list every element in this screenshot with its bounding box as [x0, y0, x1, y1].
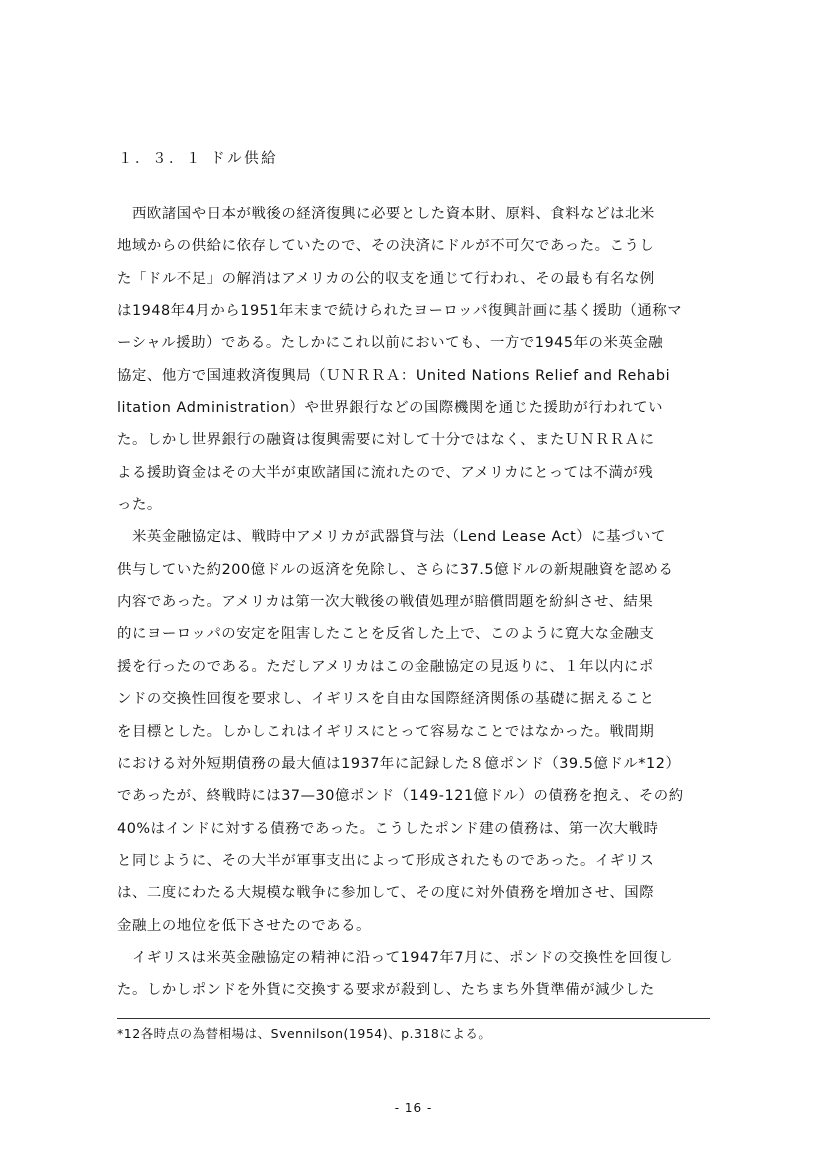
footnote: *12各時点の為替相場は、Svennilson(1954)、p.318による。 — [117, 1026, 492, 1041]
text-line: よる援助資金はその大半が東欧諸国に流れたので、アメリカにとっては不満が残 — [117, 464, 654, 481]
text-line: は、二度にわたる大規模な戦争に参加して、その度に対外債務を増加させ、国際 — [117, 885, 655, 902]
text-line: た「ドル不足」の解消はアメリカの公的収支を通じて行われ、その最も有名な例 — [117, 270, 655, 287]
text-line: 地域からの供給に依存していたので、その決済にドルが不可欠であった。こうし — [117, 238, 655, 255]
text-line: 内容であった。アメリカは第一次大戦後の戦債処理が賠償問題を紛糾させ、結果 — [117, 594, 654, 611]
text-line: 金融上の地位を低下させたのである。 — [117, 917, 371, 934]
text-line: litation Administration）や世界銀行などの国際機関を通じた援助が行われてい — [117, 400, 664, 417]
text-line: た。しかしポンドを外貨に交換する要求が殺到し、たちまち外貨準備が減少した — [117, 982, 655, 999]
text-line: であったが、終戦時には37—30億ポンド（149-121億ドル）の債務を抱え、その約 — [117, 788, 684, 805]
text-line: ーシャル援助）である。たしかにこれ以前においても、一方で1945年の米英金融 — [117, 335, 664, 352]
text-line: った。 — [117, 497, 162, 514]
text-line: イギリスは米英金融協定の精神に沿って1947年7月に、ポンドの交換性を回復し — [117, 949, 674, 966]
text-line: た。しかし世界銀行の融資は復興需要に対して十分ではなく、またＵＮＲＲＡに — [117, 432, 655, 449]
text-line: 供与していた約200億ドルの返済を免除し、さらに37.5億ドルの新規融資を認める — [117, 561, 674, 578]
text-line: 的にヨーロッパの安定を阻害したことを反省した上で、このように寛大な金融支 — [117, 626, 655, 643]
text-line: 米英金融協定は、戦時中アメリカが武器貸与法（Lend Lease Act）に基づいて — [117, 529, 666, 546]
text-line: 協定、他方で国連救済復興局（ＵＮＲＲＡ：United Nations Relief and Rehabi — [117, 367, 671, 384]
text-line: を目標とした。しかしこれはイギリスにとって容易なことではなかった。戦間期 — [117, 723, 655, 740]
text-line: における対外短期債務の最大値は1937年に記録した８億ポンド（39.5億ドル*12） — [117, 755, 681, 772]
body-text — [117, 198, 715, 1007]
text-line: 40%はインドに対する債務であった。こうしたポンド建の債務は、第一次大戦時 — [117, 820, 659, 837]
text-line: 西欧諸国や日本が戦後の経済復興に必要とした資本財、原料、食料などは北米 — [117, 206, 655, 222]
text-line: 援を行ったのである。ただしアメリカはこの金融協定の見返りに、１年以内にポ — [117, 658, 654, 675]
text-line: と同じように、その大半が軍事支出によって形成されたものであった。イギリス — [117, 852, 655, 869]
section-heading: １．３．１ ドル供給 — [118, 151, 279, 167]
text-line: は1948年4月から1951年末まで続けられたヨーロッパ復興計画に基く援助（通称マ — [117, 303, 683, 320]
text-line: ンドの交換性回復を要求し、イギリスを自由な国際経済関係の基礎に据えること — [117, 691, 655, 708]
footnote-separator — [117, 1018, 710, 1019]
page-number: - 16 - — [394, 1101, 433, 1115]
